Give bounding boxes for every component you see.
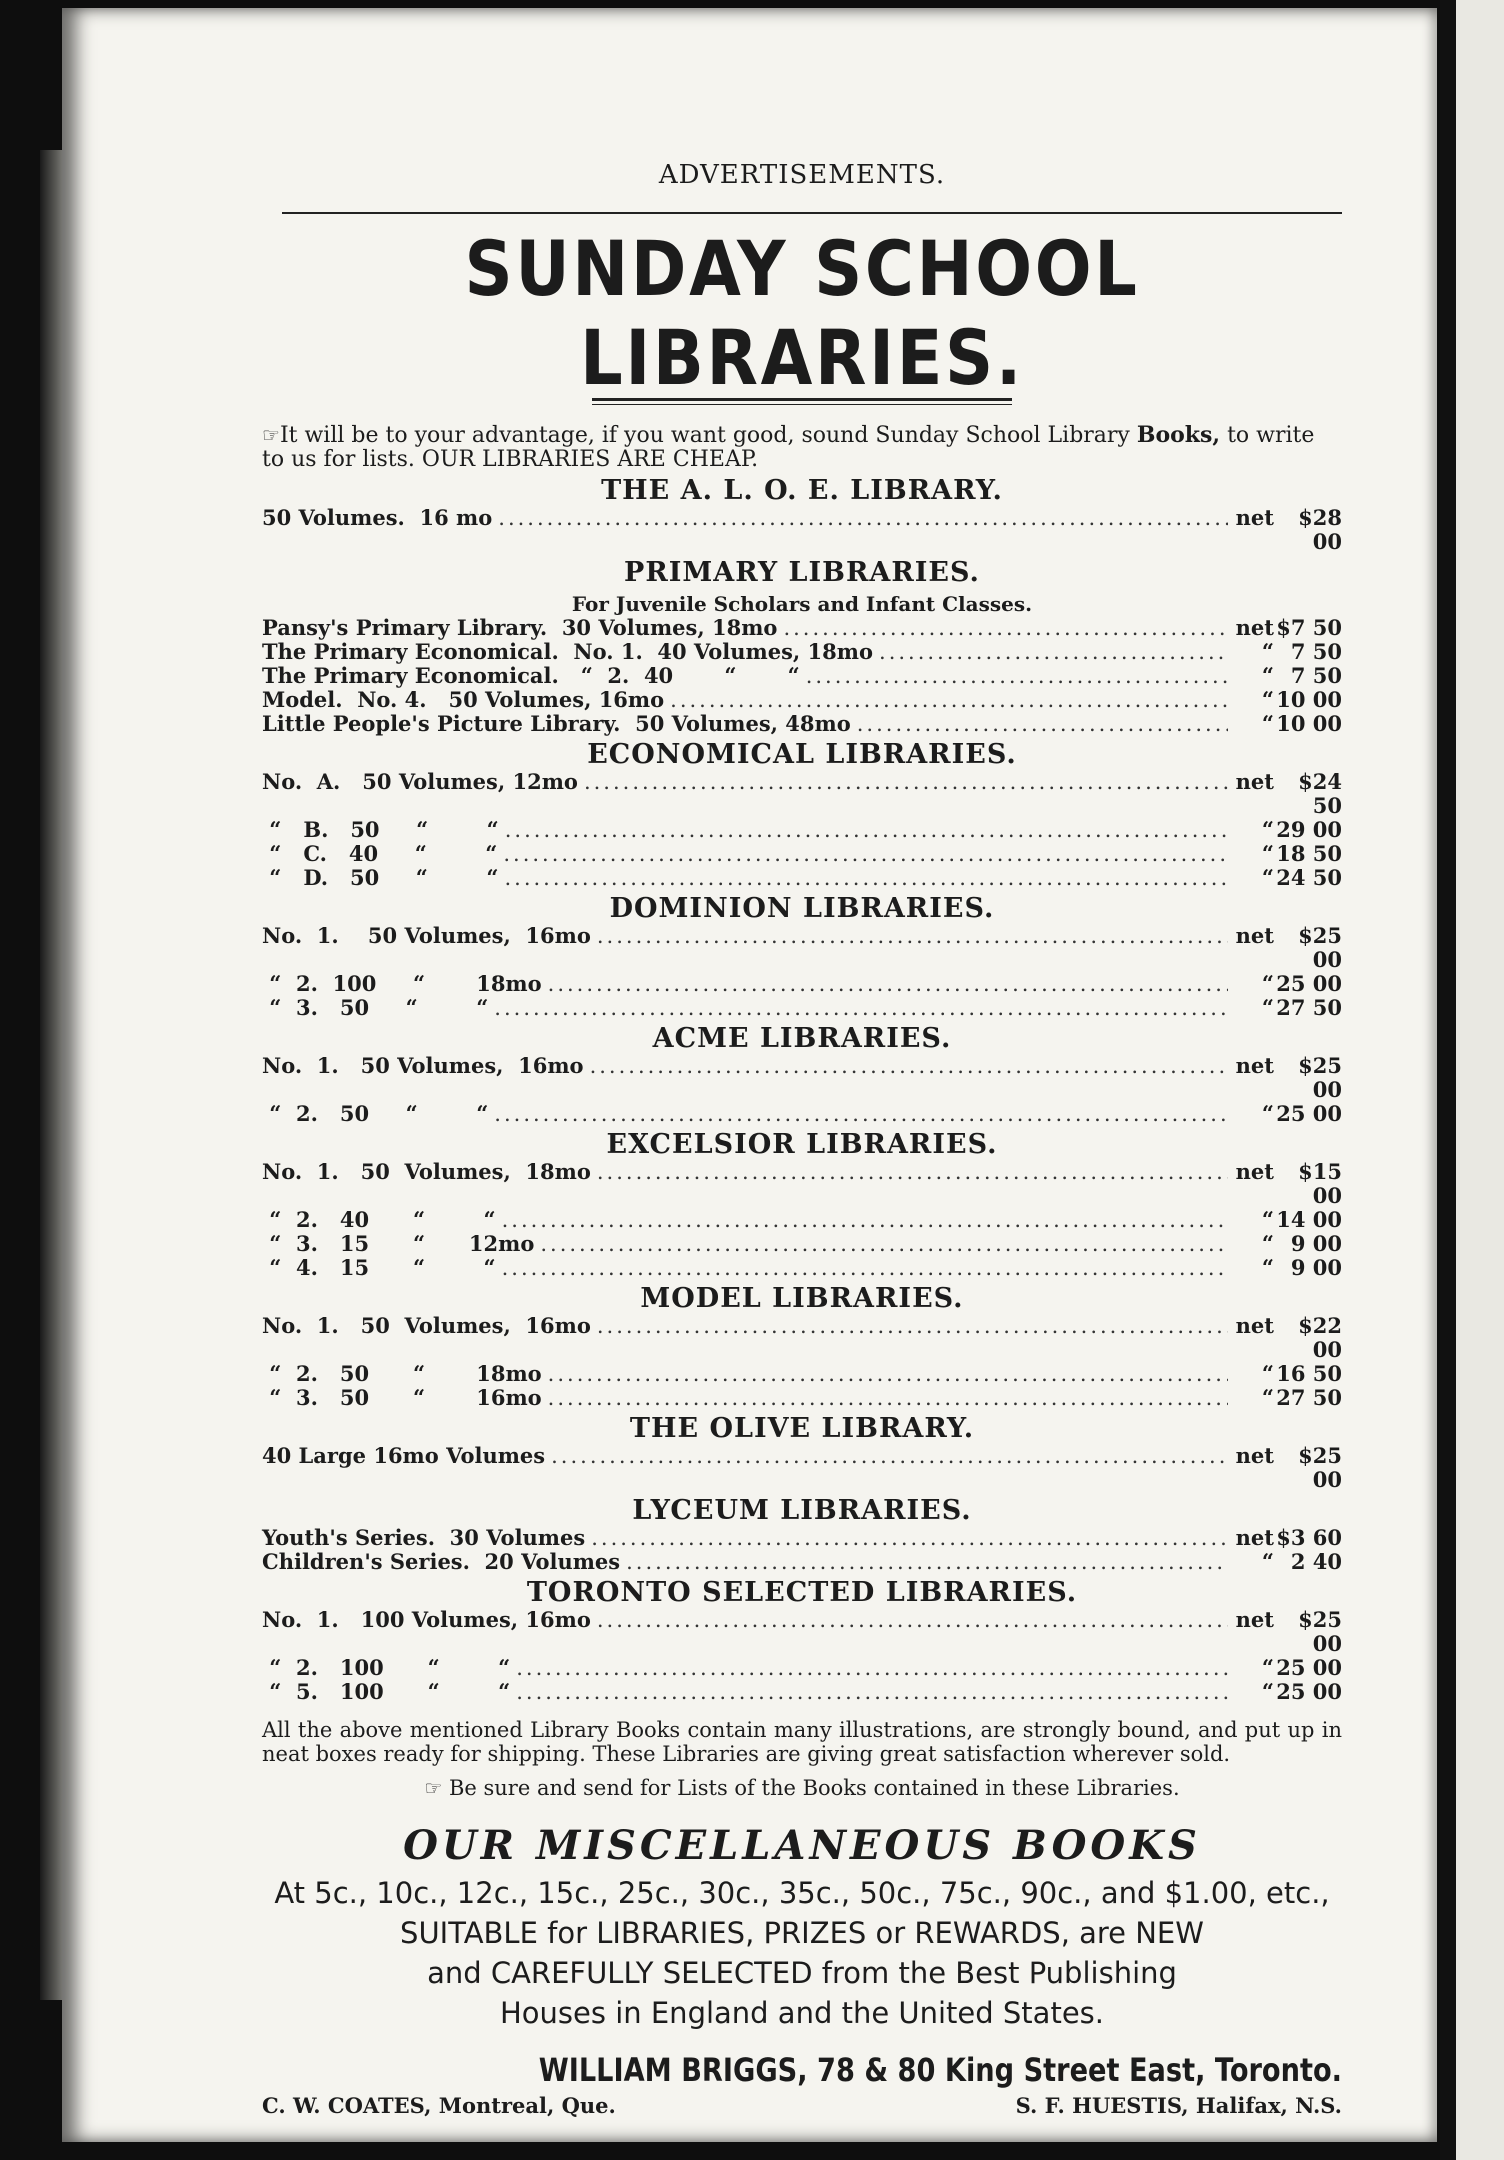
section-title: MODEL LIBRARIES. [640, 1283, 964, 1314]
item-description: No. A. 50 Volumes, 12mo [262, 769, 578, 794]
item-description: “ D. 50 “ “ [262, 865, 499, 890]
misc-line-1: At 5c., 10c., 12c., 15c., 25c., 30c., 35c., 50c., 75c., 90c., and $1.00, etc., [274, 1876, 1330, 1910]
price-row [262, 1054, 1342, 1102]
item-description: “ 2. 100 “ “ [262, 1655, 511, 1680]
dot-leader [879, 640, 1228, 664]
price-prefix: “ [1261, 1255, 1274, 1280]
price-prefix: “ [1261, 1207, 1274, 1232]
section-title: ECONOMICAL LIBRARIES. [587, 739, 1017, 770]
dot-leader [783, 616, 1228, 640]
price-prefix: net [1235, 1159, 1274, 1184]
running-head: ADVERTISEMENTS. [658, 160, 946, 190]
dot-leader [548, 1362, 1228, 1386]
price-prefix: “ [1261, 711, 1274, 736]
item-price: 25 00 [1276, 1101, 1342, 1126]
page-title: SUNDAY SCHOOL LIBRARIES. [464, 224, 1140, 402]
price-prefix: net [1235, 1443, 1274, 1468]
item-price: $3 60 [1276, 1525, 1342, 1550]
library-section [262, 1496, 1342, 1574]
price-row [262, 1526, 1342, 1550]
dot-leader [597, 924, 1228, 948]
left-agent: C. W. COATES, Montreal, Que. [262, 2093, 616, 2118]
price-prefix: net [1235, 615, 1274, 640]
agents-row [262, 2093, 1342, 2118]
misc-books-text [262, 1873, 1342, 2033]
dot-leader [502, 1256, 1228, 1280]
dot-leader [505, 818, 1228, 842]
dot-leader [626, 1550, 1228, 1574]
library-section [262, 740, 1342, 890]
item-price: 2 40 [1290, 1549, 1342, 1574]
item-description: “ 2. 40 “ “ [262, 1207, 496, 1232]
price-prefix: “ [1261, 663, 1274, 688]
price-row [262, 866, 1342, 890]
dot-leader [516, 1680, 1228, 1704]
dot-leader [504, 866, 1228, 890]
price-prefix: “ [1261, 1549, 1274, 1574]
dot-leader [597, 1314, 1228, 1338]
item-description: “ 3. 50 “ “ [262, 995, 489, 1020]
item-price: 18 50 [1276, 841, 1342, 866]
section-subtitle: For Juvenile Scholars and Infant Classes. [571, 592, 1033, 616]
price-prefix: “ [1261, 1655, 1274, 1680]
price-row [262, 1102, 1342, 1126]
dot-leader [670, 688, 1228, 712]
intro-paragraph [262, 423, 1342, 472]
item-price: 10 00 [1276, 711, 1342, 736]
price-row [262, 616, 1342, 640]
item-price: $25 00 [1298, 1607, 1342, 1656]
price-prefix: net [1235, 769, 1274, 794]
dot-leader [516, 1656, 1228, 1680]
library-section [262, 1130, 1342, 1280]
price-prefix: net [1235, 1053, 1274, 1078]
item-price: 10 00 [1276, 687, 1342, 712]
misc-line-4: Houses in England and the United States. [500, 1996, 1104, 2030]
item-description: 40 Large 16mo Volumes [262, 1443, 546, 1468]
item-description: “ B. 50 “ “ [262, 817, 499, 842]
item-price: 25 00 [1276, 971, 1342, 996]
misc-books-title: OUR MISCELLANEOUS BOOKS [403, 1822, 1201, 1869]
section-title: DOMINION LIBRARIES. [609, 893, 995, 924]
pointing-hand-icon: ☞ [262, 423, 280, 447]
send-note [262, 1776, 1342, 1800]
dot-leader [806, 664, 1228, 688]
item-description: “ 5. 100 “ “ [262, 1679, 511, 1704]
library-section [262, 476, 1342, 554]
price-row [262, 842, 1342, 866]
header-rule [282, 212, 1342, 214]
item-description: Youth's Series. 30 Volumes [262, 1525, 586, 1550]
library-section [262, 894, 1342, 1020]
item-price: $22 00 [1298, 1313, 1342, 1362]
price-row [262, 1550, 1342, 1574]
dot-leader [597, 1608, 1228, 1632]
price-prefix: “ [1261, 971, 1274, 996]
price-row [262, 1608, 1342, 1656]
dot-leader [548, 972, 1228, 996]
section-title: THE A. L. O. E. LIBRARY. [601, 475, 1003, 506]
item-price: 29 00 [1276, 817, 1342, 842]
price-prefix: “ [1261, 865, 1274, 890]
section-title: PRIMARY LIBRARIES. [624, 557, 980, 588]
library-section [262, 1414, 1342, 1492]
item-description: No. 1. 50 Volumes, 16mo [262, 1313, 591, 1338]
price-prefix: “ [1261, 1679, 1274, 1704]
price-row [262, 640, 1342, 664]
price-prefix: net [1235, 505, 1274, 530]
price-prefix: net [1235, 1525, 1274, 1550]
item-description: “ C. 40 “ “ [262, 841, 498, 866]
price-prefix: “ [1261, 1385, 1274, 1410]
item-description: Children's Series. 20 Volumes [262, 1549, 621, 1574]
price-row [262, 712, 1342, 736]
price-prefix: net [1235, 1607, 1274, 1632]
dot-leader [590, 1054, 1228, 1078]
item-price: $7 50 [1276, 615, 1342, 640]
item-description: “ 3. 15 “ 12mo [262, 1231, 535, 1256]
price-row [262, 1444, 1342, 1492]
item-description: No. 1. 50 Volumes, 18mo [262, 1159, 591, 1184]
item-price: 9 00 [1290, 1231, 1342, 1256]
section-title: ACME LIBRARIES. [652, 1023, 952, 1054]
item-price: 27 50 [1276, 995, 1342, 1020]
item-description: 50 Volumes. 16 mo [262, 505, 493, 530]
section-title: LYCEUM LIBRARIES. [632, 1495, 972, 1526]
item-price: $25 00 [1298, 923, 1342, 972]
item-price: 25 00 [1276, 1679, 1342, 1704]
dot-leader [548, 1386, 1228, 1410]
dot-leader [494, 1102, 1228, 1126]
section-title: THE OLIVE LIBRARY. [629, 1413, 975, 1444]
library-sections [262, 476, 1342, 1704]
dot-leader [584, 770, 1228, 794]
notes-paragraph: All the above mentioned Library Books contain many illustrations, are strongly bound, and put up in neat boxes ready for shipping. These Libraries are giving great satisfaction wherever sold. [262, 1718, 1342, 1766]
item-price: $25 00 [1298, 1053, 1342, 1102]
item-price: $15 00 [1298, 1159, 1342, 1208]
item-description: No. 1. 50 Volumes, 16mo [262, 1053, 584, 1078]
item-price: 25 00 [1276, 1655, 1342, 1680]
price-prefix: “ [1261, 687, 1274, 712]
item-description: The Primary Economical. “ 2. 40 “ “ [262, 663, 800, 688]
price-prefix: “ [1261, 817, 1274, 842]
item-description: “ 2. 50 “ 18mo [262, 1361, 542, 1386]
intro-text-2: to write to us for lists. [262, 423, 1315, 472]
price-row [262, 1362, 1342, 1386]
dot-leader [597, 1160, 1228, 1184]
section-title: TORONTO SELECTED LIBRARIES. [526, 1577, 1078, 1608]
price-row [262, 664, 1342, 688]
item-price: 16 50 [1276, 1361, 1342, 1386]
item-description: “ 4. 15 “ “ [262, 1255, 496, 1280]
price-prefix: “ [1261, 841, 1274, 866]
item-description: No. 1. 100 Volumes, 16mo [262, 1607, 591, 1632]
dot-leader [540, 1232, 1228, 1256]
price-row [262, 924, 1342, 972]
item-price: 24 50 [1276, 865, 1342, 890]
library-section [262, 558, 1342, 736]
library-section [262, 1284, 1342, 1410]
price-row [262, 1232, 1342, 1256]
item-price: 14 00 [1276, 1207, 1342, 1232]
pointing-hand-icon: ☞ [424, 1776, 443, 1800]
library-section [262, 1024, 1342, 1126]
price-prefix: “ [1261, 1231, 1274, 1256]
price-prefix: net [1235, 1313, 1274, 1338]
dot-leader [857, 712, 1228, 736]
price-prefix: “ [1261, 639, 1274, 664]
item-price: 9 00 [1290, 1255, 1342, 1280]
price-row [262, 506, 1342, 554]
section-title: EXCELSIOR LIBRARIES. [606, 1129, 998, 1160]
library-section [262, 1578, 1342, 1704]
misc-line-2: SUITABLE for LIBRARIES, PRIZES or REWARDS, are NEW [400, 1916, 1204, 1950]
item-description: No. 1. 50 Volumes, 16mo [262, 923, 591, 948]
item-price: 27 50 [1276, 1385, 1342, 1410]
price-row [262, 1656, 1342, 1680]
price-prefix: “ [1261, 1361, 1274, 1386]
price-row [262, 818, 1342, 842]
dot-leader [502, 1208, 1228, 1232]
price-row [262, 1208, 1342, 1232]
item-description: Model. No. 4. 50 Volumes, 16mo [262, 687, 665, 712]
item-description: “ 2. 50 “ “ [262, 1101, 489, 1126]
item-price: 7 50 [1290, 639, 1342, 664]
misc-line-3: and CAREFULLY SELECTED from the Best Publishing [427, 1956, 1177, 1990]
item-price: $25 00 [1298, 1443, 1342, 1492]
item-price: 7 50 [1290, 663, 1342, 688]
price-prefix: “ [1261, 995, 1274, 1020]
dot-leader [591, 1526, 1228, 1550]
price-prefix: “ [1261, 1101, 1274, 1126]
facing-page-edge [1456, 0, 1504, 2160]
item-price: $28 00 [1298, 505, 1342, 554]
send-note-text: Be sure and send for Lists of the Books contained in these Libraries. [448, 1776, 1180, 1800]
price-row [262, 1256, 1342, 1280]
dot-leader [498, 506, 1228, 530]
price-row [262, 996, 1342, 1020]
intro-bold-lead: Books, [1136, 422, 1221, 448]
price-row [262, 972, 1342, 996]
publisher-address: WILLIAM BRIGGS, 78 & 80 King Street East, Toronto. [538, 2051, 1342, 2089]
item-description: Pansy's Primary Library. 30 Volumes, 18mo [262, 615, 778, 640]
intro-caps: OUR LIBRARIES ARE CHEAP. [421, 447, 759, 472]
price-row [262, 1386, 1342, 1410]
price-row [262, 1314, 1342, 1362]
price-row [262, 770, 1342, 818]
item-description: “ 2. 100 “ 18mo [262, 971, 542, 996]
item-description: Little People's Picture Library. 50 Volumes, 48mo [262, 711, 851, 736]
item-description: “ 3. 50 “ 16mo [262, 1385, 542, 1410]
item-price: $24 50 [1298, 769, 1342, 818]
price-prefix: net [1235, 923, 1274, 948]
right-agent: S. F. HUESTIS, Halifax, N.S. [1015, 2093, 1342, 2118]
advertisement-content [262, 160, 1342, 2118]
item-description: The Primary Economical. No. 1. 40 Volumes, 18mo [262, 639, 874, 664]
price-row [262, 1160, 1342, 1208]
dot-leader [503, 842, 1228, 866]
dot-leader [494, 996, 1228, 1020]
price-row [262, 1680, 1342, 1704]
intro-text: It will be to your advantage, if you want good, sound Sunday School Library [279, 423, 1130, 448]
dot-leader [551, 1444, 1228, 1468]
price-row [262, 688, 1342, 712]
